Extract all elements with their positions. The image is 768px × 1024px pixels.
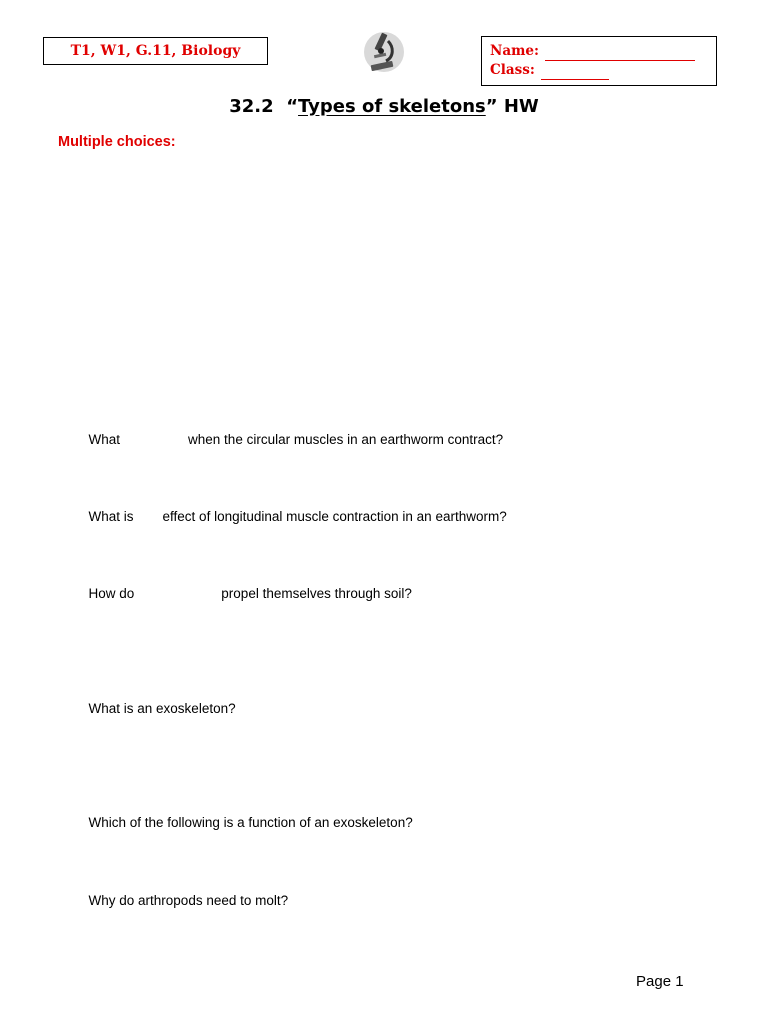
question-1 [81,417,503,447]
course-label-box [43,37,268,65]
name-row [490,42,716,61]
class-label: Class: [490,62,535,78]
class-field[interactable] [541,66,609,80]
microscope-icon [360,27,410,75]
page-title [0,96,768,117]
question-6-text: Why do arthropods need to molt? [88,893,289,908]
class-row [490,61,716,80]
question-1-part1: What [88,432,121,447]
question-3-part2: propel themselves through soil? [221,586,412,601]
title-number: 32.2 [229,96,274,117]
question-4-text: What is an exoskeleton? [88,701,236,716]
student-info-box [481,36,717,86]
question-1-part2: when the circular muscles in an earthworm contract? [188,432,504,447]
question-3 [81,571,412,601]
question-5 [81,800,413,830]
question-3-part1: How do [88,586,135,601]
course-label: T1, W1, G.11, Biology [70,43,241,59]
title-suffix: HW [503,96,539,117]
name-field[interactable] [545,47,695,61]
question-5-text: Which of the following is a function of an exoskeleton? [88,815,413,830]
page-number: Page 1 [636,973,684,990]
section-heading: Multiple choices: [58,134,176,150]
title-close-quote: ” [485,96,498,117]
question-2 [81,494,507,524]
question-6 [81,878,288,908]
question-2-part1: What is [88,509,134,524]
question-2-part2: effect of longitudinal muscle contraction in an earthworm? [162,509,507,524]
title-topic: Types of skeletons [298,96,486,117]
title-open-quote: “ [286,96,299,117]
name-label: Name: [490,43,539,59]
question-4 [81,686,236,716]
